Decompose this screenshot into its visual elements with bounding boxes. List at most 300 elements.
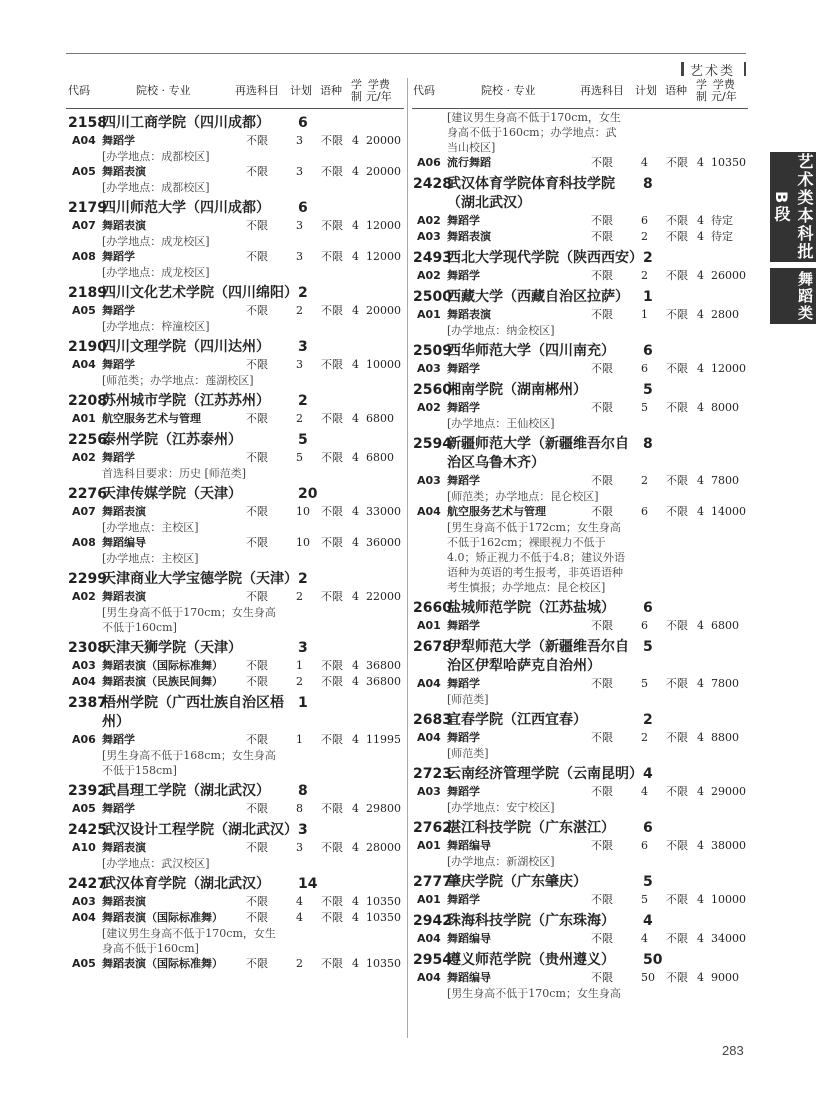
- program-name: 舞蹈编导: [102, 536, 146, 549]
- header-fee: [711, 79, 737, 103]
- program-name: 舞蹈表演: [447, 230, 491, 243]
- program-row: [413, 784, 747, 800]
- program-name: 航空服务艺术与管理: [447, 505, 546, 518]
- university-name: 湛江科技学院（广东湛江）: [447, 820, 615, 836]
- header-lang: 语种: [320, 84, 342, 97]
- program-note: [师范类；办学地点：莲湖校区]: [102, 374, 254, 387]
- university-code: 2762: [413, 820, 452, 836]
- university-name: 天津传媒学院（天津）: [102, 486, 242, 502]
- program-name: 舞蹈学: [447, 785, 480, 798]
- university-name: 遵义师范学院（贵州遵义）: [447, 952, 615, 968]
- program-years: 4: [697, 401, 704, 414]
- university-name: 四川文化艺术学院（四川绵阳）: [102, 285, 298, 301]
- university-entry: [413, 381, 747, 400]
- program-language: 不限: [666, 971, 688, 984]
- university-plan: 1: [643, 289, 653, 305]
- program-plan: 5: [641, 401, 648, 414]
- program-years: 4: [352, 358, 359, 371]
- program-row: [413, 268, 747, 284]
- header-rule: [66, 53, 746, 54]
- program-fee: 10350: [711, 156, 746, 169]
- program-name: 舞蹈学: [102, 451, 135, 464]
- university-entry: [68, 199, 402, 218]
- header-xuezhi: [696, 79, 707, 103]
- program-note: [办学地点：成龙校区]: [102, 235, 210, 248]
- program-years: 4: [352, 165, 359, 178]
- program-subject: 不限: [591, 839, 613, 852]
- program-row: [413, 892, 747, 908]
- program-language: 不限: [321, 590, 343, 603]
- program-subject: 不限: [591, 214, 613, 227]
- university-code: 2954: [413, 952, 452, 968]
- program-row: [68, 133, 402, 149]
- university-entry: [413, 288, 747, 307]
- header-underline-left: [66, 108, 404, 109]
- program-code: A04: [417, 677, 441, 690]
- program-code: A07: [72, 505, 96, 518]
- program-code: A06: [72, 733, 96, 746]
- program-plan: 2: [641, 474, 648, 487]
- university-entry: [68, 392, 402, 411]
- program-fee: 20000: [366, 165, 401, 178]
- university-name: 西藏大学（西藏自治区拉萨）: [447, 289, 629, 305]
- program-code: A01: [417, 839, 441, 852]
- program-row: [68, 956, 402, 972]
- university-entry: [68, 875, 402, 894]
- program-code: A01: [417, 308, 441, 321]
- program-fee: 2800: [711, 308, 739, 321]
- university-entry: [413, 599, 747, 618]
- program-years: 4: [697, 269, 704, 282]
- university-plan: 6: [643, 820, 653, 836]
- program-plan: 10: [296, 536, 310, 549]
- program-language: 不限: [666, 677, 688, 690]
- program-row: [68, 732, 402, 748]
- program-language: 不限: [321, 304, 343, 317]
- program-plan: 6: [641, 214, 648, 227]
- university-plan: 20: [298, 486, 318, 502]
- university-code: 2208: [68, 393, 107, 409]
- program-subject: 不限: [246, 957, 268, 970]
- program-years: 4: [352, 134, 359, 147]
- program-plan: 2: [296, 304, 303, 317]
- university-plan: 2: [298, 571, 308, 587]
- program-plan: 6: [641, 839, 648, 852]
- program-plan: 5: [641, 893, 648, 906]
- program-note: [办学地点：成龙校区]: [102, 266, 210, 279]
- university-code: 2425: [68, 822, 107, 838]
- university-entry: [68, 485, 402, 504]
- university-entry: [413, 819, 747, 838]
- program-name: 舞蹈学: [447, 401, 480, 414]
- program-fee: 28000: [366, 841, 401, 854]
- header-plan: 计划: [635, 84, 657, 97]
- program-subject: 不限: [246, 659, 268, 672]
- university-code: 2392: [68, 783, 107, 799]
- program-years: 4: [352, 304, 359, 317]
- university-plan: 8: [298, 783, 308, 799]
- program-years: 4: [697, 308, 704, 321]
- program-name: 舞蹈学: [447, 619, 480, 632]
- university-plan: 6: [298, 200, 308, 216]
- program-language: 不限: [321, 659, 343, 672]
- program-note: [男生身高不低于170cm；女生身高不低于160cm]: [102, 606, 276, 634]
- program-language: 不限: [666, 230, 688, 243]
- university-name: 伊犁师范大学（新疆维吾尔自治区伊犁哈萨克自治州）: [447, 639, 629, 674]
- program-name: 舞蹈表演: [102, 505, 146, 518]
- program-language: 不限: [321, 733, 343, 746]
- program-plan: 3: [296, 250, 303, 263]
- program-row: [68, 450, 402, 466]
- program-language: 不限: [321, 219, 343, 232]
- header-xuezhi-2: 制: [696, 90, 707, 103]
- university-code: 2493: [413, 250, 452, 266]
- program-name: 舞蹈编导: [447, 932, 491, 945]
- program-name: 舞蹈学: [102, 134, 135, 147]
- side-tab-batch[interactable]: 艺术类本科批B段: [772, 153, 814, 261]
- program-years: 4: [352, 250, 359, 263]
- program-code: A04: [72, 134, 96, 147]
- program-language: 不限: [666, 731, 688, 744]
- university-name: 天津天狮学院（天津）: [102, 640, 242, 656]
- program-row: [68, 411, 402, 427]
- program-language: 不限: [321, 505, 343, 518]
- program-years: 4: [352, 895, 359, 908]
- header-code: 代码: [413, 84, 435, 97]
- program-name: 舞蹈学: [447, 214, 480, 227]
- header-school: 院校 · 专业: [481, 84, 536, 97]
- program-row: [413, 361, 747, 377]
- program-code: A04: [72, 675, 96, 688]
- program-note: [办学地点：成都校区]: [102, 150, 210, 163]
- program-name: 舞蹈学: [447, 269, 480, 282]
- program-fee: 38000: [711, 839, 746, 852]
- university-name: 泰州学院（江苏泰州）: [102, 432, 242, 448]
- program-subject: 不限: [591, 230, 613, 243]
- program-fee: 6800: [366, 412, 394, 425]
- program-language: 不限: [666, 156, 688, 169]
- program-language: 不限: [666, 505, 688, 518]
- program-fee: 12000: [366, 219, 401, 232]
- program-plan: 2: [296, 675, 303, 688]
- university-entry: [68, 338, 402, 357]
- program-code: A04: [72, 911, 96, 924]
- university-plan: 50: [643, 952, 663, 968]
- university-plan: 5: [298, 432, 308, 448]
- program-fee: 7800: [711, 474, 739, 487]
- program-plan: 8: [296, 802, 303, 815]
- university-plan: 2: [643, 712, 653, 728]
- program-language: 不限: [321, 911, 343, 924]
- program-code: A03: [417, 474, 441, 487]
- program-row: [413, 155, 747, 171]
- program-language: 不限: [321, 895, 343, 908]
- program-code: A07: [72, 219, 96, 232]
- program-language: 不限: [321, 165, 343, 178]
- program-row: [413, 730, 747, 746]
- program-language: 不限: [321, 250, 343, 263]
- program-plan: 2: [641, 230, 648, 243]
- university-name: 湘南学院（湖南郴州）: [447, 382, 587, 398]
- program-language: 不限: [321, 358, 343, 371]
- program-subject: 不限: [591, 362, 613, 375]
- program-code: A08: [72, 536, 96, 549]
- university-plan: 1: [298, 695, 308, 711]
- program-note: [办学地点：主校区]: [102, 552, 199, 565]
- program-years: 4: [697, 230, 704, 243]
- program-subject: 不限: [246, 911, 268, 924]
- program-years: 4: [352, 451, 359, 464]
- university-code: 2683: [413, 712, 452, 728]
- program-row: [68, 674, 402, 690]
- university-code: 2777: [413, 874, 452, 890]
- program-row: [68, 164, 402, 180]
- program-subject: 不限: [591, 156, 613, 169]
- program-language: 不限: [321, 536, 343, 549]
- program-plan: 5: [296, 451, 303, 464]
- program-name: 舞蹈表演（国际标准舞）: [102, 957, 223, 970]
- program-subject: 不限: [246, 219, 268, 232]
- program-name: 舞蹈学: [447, 677, 480, 690]
- university-entry: [413, 435, 747, 473]
- program-language: 不限: [666, 619, 688, 632]
- program-fee: 9000: [711, 971, 739, 984]
- program-language: 不限: [321, 134, 343, 147]
- program-fee: 14000: [711, 505, 746, 518]
- university-entry: [413, 951, 747, 970]
- program-fee: 10350: [366, 895, 401, 908]
- program-code: A02: [72, 451, 96, 464]
- university-plan: 3: [298, 640, 308, 656]
- university-code: 2158: [68, 115, 107, 131]
- university-code: 2594: [413, 436, 452, 452]
- program-fee: 11995: [366, 733, 401, 746]
- program-note: [办学地点：成都校区]: [102, 181, 210, 194]
- program-fee: 待定: [711, 214, 733, 227]
- program-subject: 不限: [246, 451, 268, 464]
- program-row: [68, 589, 402, 605]
- program-plan: 3: [296, 219, 303, 232]
- program-subject: 不限: [591, 677, 613, 690]
- program-note: [师范类]: [447, 747, 489, 760]
- page-number: 283: [722, 1043, 744, 1058]
- program-fee: 12000: [711, 362, 746, 375]
- program-subject: 不限: [246, 304, 268, 317]
- program-code: A04: [417, 505, 441, 518]
- program-subject: 不限: [246, 536, 268, 549]
- program-years: 4: [697, 474, 704, 487]
- program-subject: 不限: [591, 474, 613, 487]
- program-row: [413, 400, 747, 416]
- program-note: [建议男生身高不低于170cm，女生身高不低于160cm]: [102, 927, 276, 955]
- program-language: 不限: [666, 308, 688, 321]
- program-years: 4: [352, 733, 359, 746]
- program-row: [68, 218, 402, 234]
- program-language: 不限: [666, 214, 688, 227]
- program-subject: 不限: [591, 269, 613, 282]
- column-header-left: [68, 78, 402, 108]
- program-plan: 3: [296, 134, 303, 147]
- program-fee: 33000: [366, 505, 401, 518]
- header-fee: [366, 79, 392, 103]
- university-code: 2500: [413, 289, 452, 305]
- program-name: 航空服务艺术与管理: [102, 412, 201, 425]
- header-plan: 计划: [290, 84, 312, 97]
- program-code: A04: [417, 932, 441, 945]
- program-note: [师范类；办学地点：昆仑校区]: [447, 490, 599, 503]
- program-code: A08: [72, 250, 96, 263]
- program-row: [68, 303, 402, 319]
- university-name: 武汉设计工程学院（湖北武汉）: [102, 822, 298, 838]
- column-divider: [407, 78, 408, 1038]
- program-name: 舞蹈表演: [102, 165, 146, 178]
- program-row: [413, 838, 747, 854]
- university-name: 新疆师范大学（新疆维吾尔自治区乌鲁木齐）: [447, 436, 629, 471]
- university-plan: 8: [643, 176, 653, 192]
- header-school: 院校 · 专业: [136, 84, 191, 97]
- university-code: 2189: [68, 285, 107, 301]
- university-code: 2256: [68, 432, 107, 448]
- program-code: A04: [417, 971, 441, 984]
- program-note: [师范类]: [447, 693, 489, 706]
- program-fee: 36800: [366, 675, 401, 688]
- program-note: [男生身高不低于168cm；女生身高不低于158cm]: [102, 749, 276, 777]
- program-plan: 4: [296, 895, 303, 908]
- university-plan: 6: [298, 115, 308, 131]
- program-row: [413, 676, 747, 692]
- program-years: 4: [697, 619, 704, 632]
- program-fee: 20000: [366, 134, 401, 147]
- university-code: 2179: [68, 200, 107, 216]
- program-years: 4: [697, 362, 704, 375]
- university-plan: 2: [298, 393, 308, 409]
- program-language: 不限: [666, 785, 688, 798]
- university-entry: [413, 342, 747, 361]
- program-fee: 36800: [366, 659, 401, 672]
- program-plan: 2: [296, 412, 303, 425]
- university-plan: 4: [643, 913, 653, 929]
- program-years: 4: [697, 971, 704, 984]
- program-fee: 12000: [366, 250, 401, 263]
- side-tab-dance[interactable]: 舞蹈类: [770, 268, 816, 324]
- university-plan: 3: [298, 339, 308, 355]
- program-note: [办学地点：纳金校区]: [447, 324, 555, 337]
- program-plan: 1: [296, 733, 303, 746]
- header-right-bar: [744, 62, 746, 76]
- program-subject: 不限: [246, 841, 268, 854]
- program-subject: 不限: [591, 893, 613, 906]
- program-note: 首选科目要求：历史 [师范类]: [102, 467, 247, 480]
- program-fee: 20000: [366, 304, 401, 317]
- program-language: 不限: [666, 474, 688, 487]
- program-subject: 不限: [591, 731, 613, 744]
- program-subject: 不限: [591, 401, 613, 414]
- program-years: 4: [697, 505, 704, 518]
- program-plan: 2: [641, 269, 648, 282]
- program-plan: 6: [641, 619, 648, 632]
- university-entry: [413, 912, 747, 931]
- program-language: 不限: [666, 401, 688, 414]
- program-name: 舞蹈学: [447, 474, 480, 487]
- program-plan: 4: [296, 911, 303, 924]
- university-plan: 2: [643, 250, 653, 266]
- university-plan: 5: [643, 639, 653, 655]
- program-subject: 不限: [591, 932, 613, 945]
- program-years: 4: [352, 536, 359, 549]
- university-plan: 6: [643, 600, 653, 616]
- program-note: [办学地点：梓潼校区]: [102, 320, 210, 333]
- program-language: 不限: [666, 839, 688, 852]
- university-plan: 3: [298, 822, 308, 838]
- university-code: 2299: [68, 571, 107, 587]
- university-name: 盐城师范学院（江苏盐城）: [447, 600, 615, 616]
- university-name: 肇庆学院（广东肇庆）: [447, 874, 587, 890]
- program-years: 4: [697, 785, 704, 798]
- program-subject: 不限: [246, 250, 268, 263]
- program-row: [68, 894, 402, 910]
- program-row: [413, 473, 747, 489]
- program-subject: 不限: [246, 358, 268, 371]
- program-row: [413, 213, 747, 229]
- program-code: A03: [72, 895, 96, 908]
- program-name: 舞蹈表演: [102, 590, 146, 603]
- program-language: 不限: [666, 269, 688, 282]
- header-underline-right: [412, 108, 748, 109]
- program-subject: 不限: [591, 308, 613, 321]
- program-fee: 34000: [711, 932, 746, 945]
- university-name: 天津商业大学宝德学院（天津）: [102, 571, 298, 587]
- university-name: 梧州学院（广西壮族自治区梧州）: [102, 695, 284, 730]
- program-subject: 不限: [591, 785, 613, 798]
- header-xuezhi-2: 制: [351, 90, 362, 103]
- program-code: A04: [417, 731, 441, 744]
- program-fee: 6800: [366, 451, 394, 464]
- program-years: 4: [352, 675, 359, 688]
- program-name: 舞蹈学: [102, 250, 135, 263]
- program-subject: 不限: [246, 802, 268, 815]
- header-fee-2: 元/年: [711, 90, 737, 103]
- program-years: 4: [352, 412, 359, 425]
- university-plan: 5: [643, 382, 653, 398]
- program-row: [68, 535, 402, 551]
- university-name: 四川工商学院（四川成都）: [102, 115, 270, 131]
- program-code: A01: [417, 893, 441, 906]
- program-subject: 不限: [246, 505, 268, 518]
- header-fee-1: 学费: [712, 78, 735, 91]
- university-plan: 6: [643, 343, 653, 359]
- header-left-bar: [681, 62, 684, 76]
- header-fee-2: 元/年: [366, 90, 392, 103]
- header-fee-1: 学费: [367, 78, 390, 91]
- program-code: A02: [417, 401, 441, 414]
- university-plan: 5: [643, 874, 653, 890]
- program-row: [68, 910, 402, 926]
- program-language: 不限: [321, 675, 343, 688]
- university-plan: 14: [298, 876, 318, 892]
- program-subject: 不限: [246, 675, 268, 688]
- program-name: 舞蹈学: [102, 304, 135, 317]
- university-code: 2427: [68, 876, 107, 892]
- program-language: 不限: [321, 841, 343, 854]
- program-code: A03: [417, 230, 441, 243]
- program-plan: 2: [296, 590, 303, 603]
- right-column: [413, 110, 747, 1001]
- program-note: [办学地点：武汉校区]: [102, 857, 210, 870]
- program-subject: 不限: [246, 590, 268, 603]
- program-name: 舞蹈学: [447, 893, 480, 906]
- university-name: 武昌理工学院（湖北武汉）: [102, 783, 270, 799]
- program-name: 舞蹈编导: [447, 971, 491, 984]
